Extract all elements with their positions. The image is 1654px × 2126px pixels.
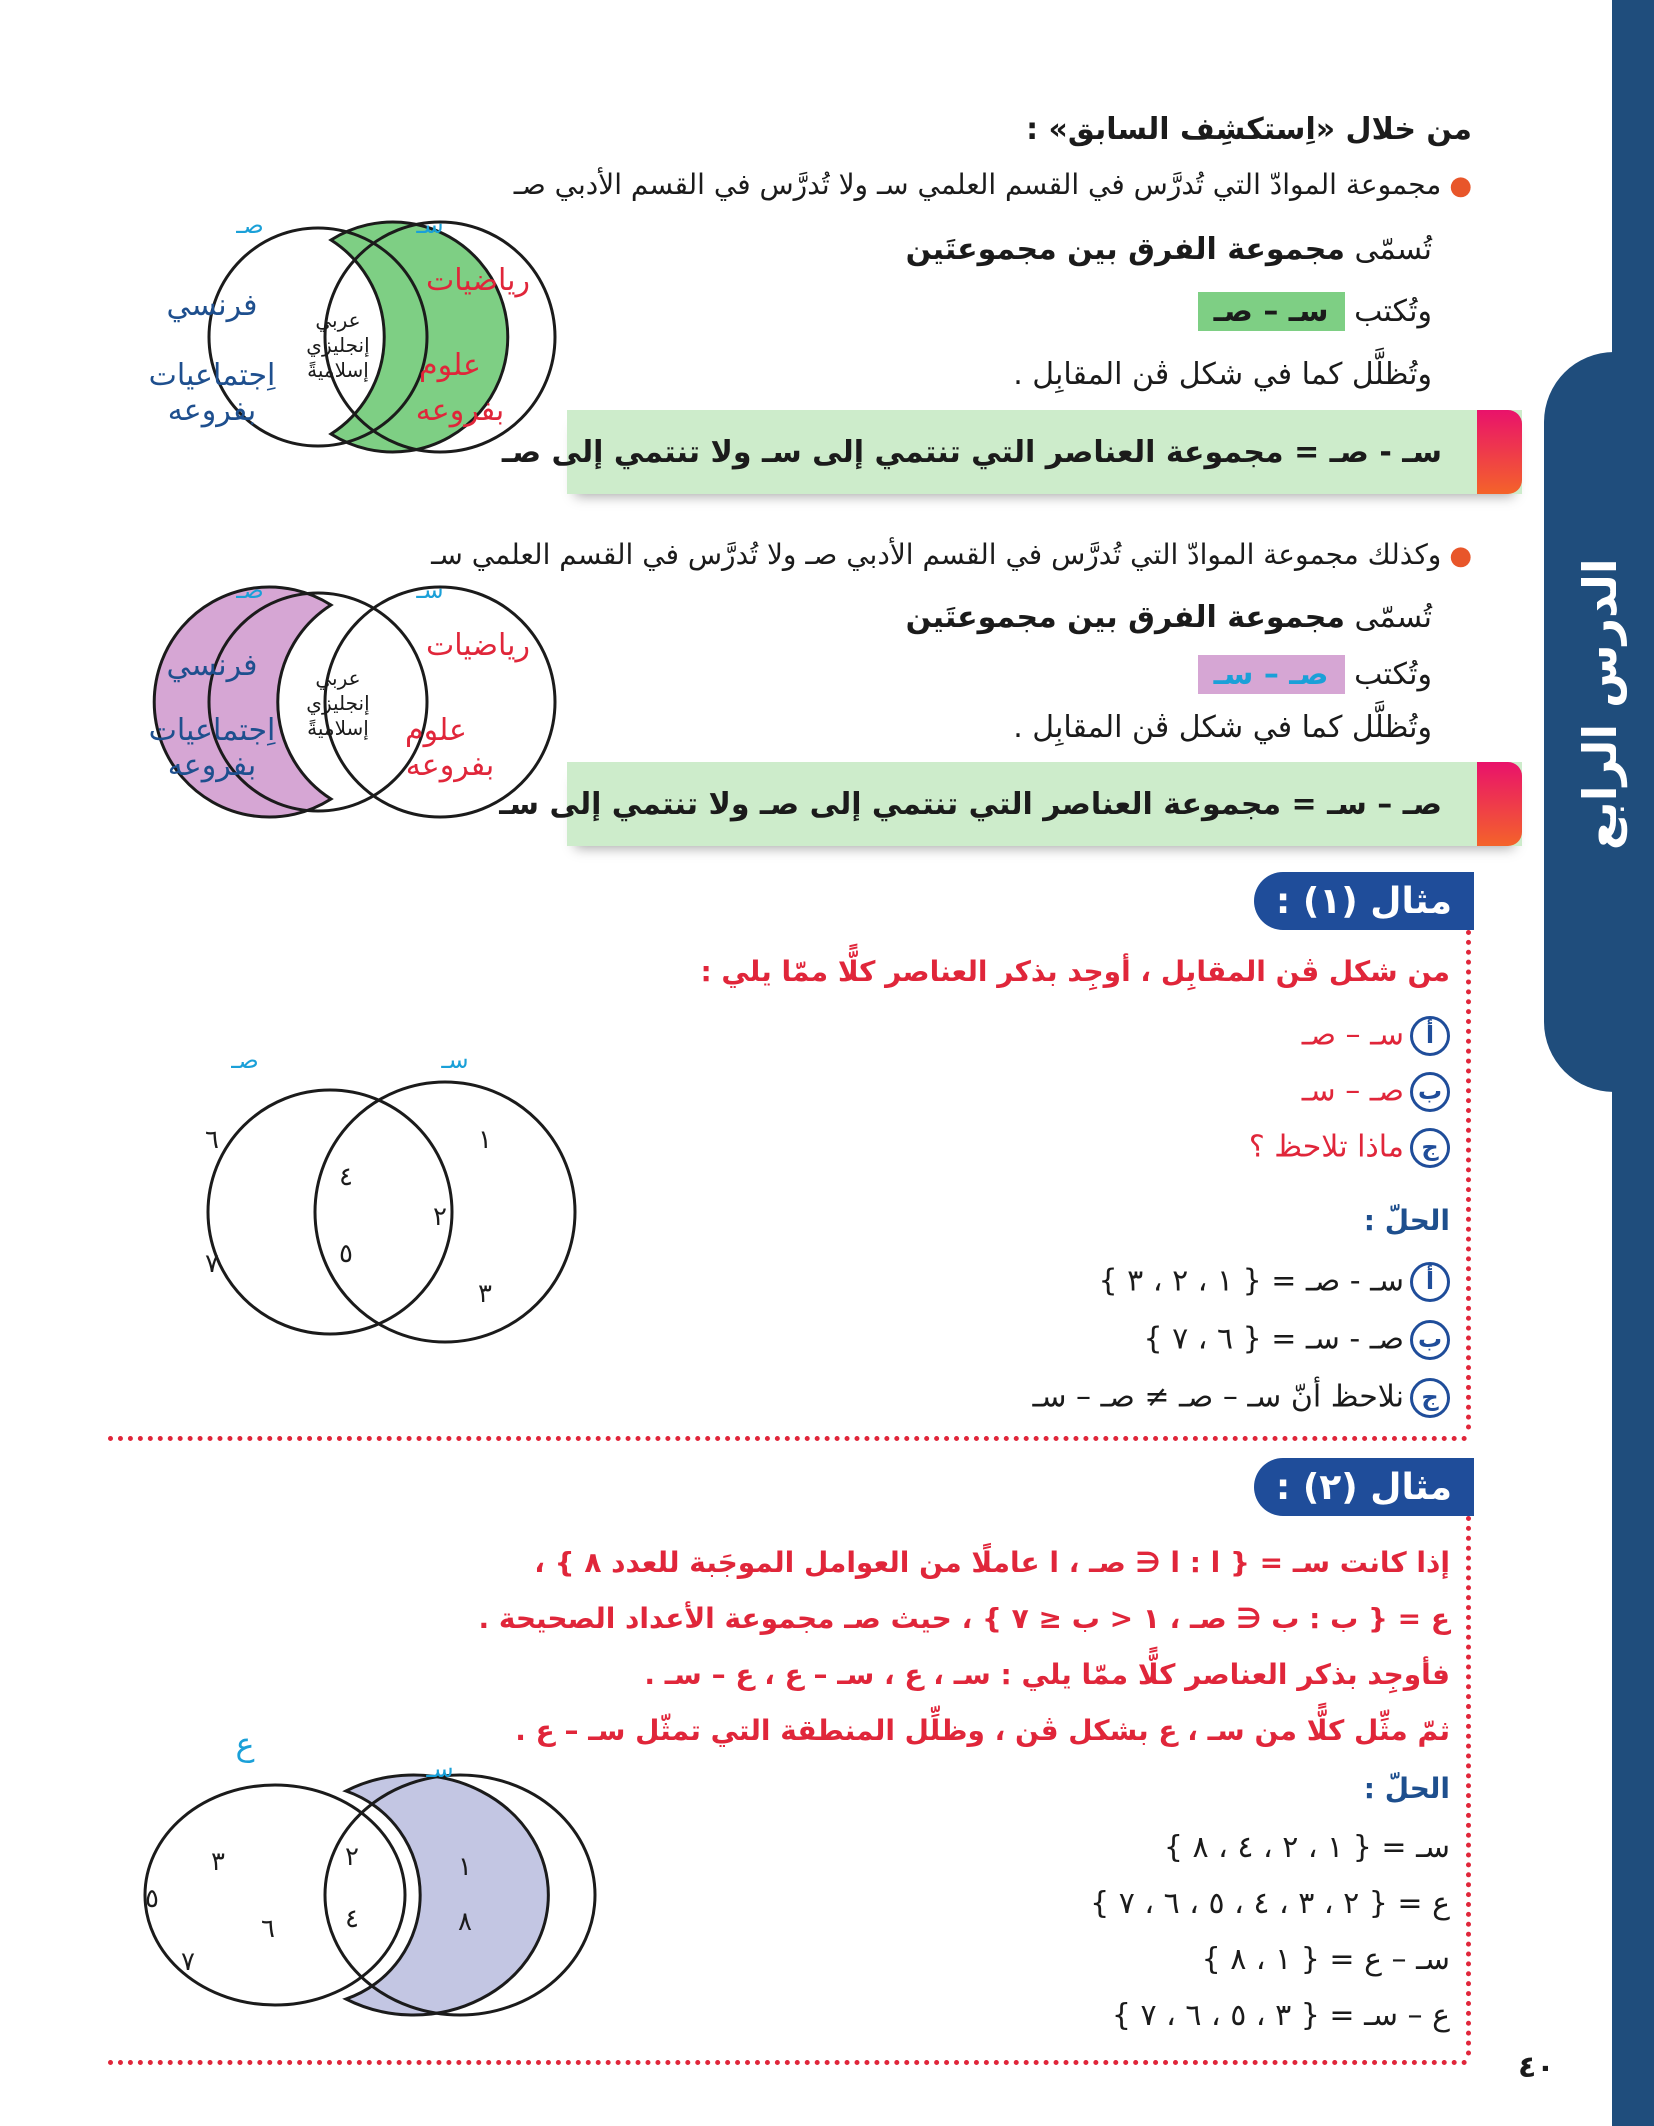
rule-accent [1477,762,1522,846]
example1-item-a: أسـ – صـ [1302,1016,1450,1056]
svg-text:بفروعه: بفروعه [405,748,495,783]
example1-item-c: جماذا تلاحظ ؟ [1249,1128,1450,1168]
svg-text:رياضيات: رياضيات [426,263,530,298]
svg-text:بفروعه: بفروعه [167,393,257,428]
svg-text:٨: ٨ [458,1907,472,1937]
section1-written: وتُكتب سـ – صـ [1198,292,1432,331]
example1-answer-a: أسـ - صـ = { ١ ، ٢ ، ٣ } [1099,1262,1450,1302]
lesson-side-tab-title: الدرس الرابع [1573,558,1627,850]
rule-accent [1477,410,1522,494]
example2-solution-label: الحلّ : [1363,1772,1450,1805]
svg-text:٣: ٣ [211,1847,225,1877]
svg-text:٦: ٦ [261,1914,275,1944]
svg-text:إنجليزي: إنجليزي [306,333,370,357]
section1-rule-box: سـ - صـ = مجموعة العناصر التي تنتمي إلى سـ ولا تنتمي إلى صـ [567,410,1522,494]
section1-bullet: ●مجموعة الموادّ التي تُدرَّس في القسم العلمي سـ ولا تُدرَّس في القسم الأدبي صـ [513,168,1472,201]
svg-text:بفروعه: بفروعه [167,748,257,783]
section2-bullet: ●وكذلك مجموعة الموادّ التي تُدرَّس في القسم الأدبي صـ ولا تُدرَّس في القسم العلمي سـ [431,538,1472,571]
example1-label: مثال (١) : [1254,872,1474,930]
page-number: ٤٠ [1518,2050,1555,2085]
svg-text:رياضيات: رياضيات [426,628,530,663]
section2-rule-box: صـ – سـ = مجموعة العناصر التي تنتمي إلى صـ ولا تنتمي إلى سـ [567,762,1522,846]
example1-item-b: بصـ – سـ [1302,1072,1450,1112]
svg-text:٧: ٧ [205,1249,219,1279]
example1-question: من شكل ڤن المقابِل ، أوجِد بذكر العناصر كلًّا ممّا يلي : [700,955,1450,988]
example1-frame-bottom [108,1436,1468,1441]
venn3-label-right: سـ [441,1046,469,1074]
svg-text:٥: ٥ [339,1239,353,1269]
venn-diagram-1 [100,215,580,465]
venn2-label-right: سـ [416,580,444,604]
intro-heading: من خلال «اِستكشِف السابق» : [1026,112,1472,147]
svg-text:٣: ٣ [478,1279,492,1309]
venn-diagram-3 [100,1040,580,1370]
svg-text:فرنسي: فرنسي [166,288,258,323]
section1-name: تُسمّى مجموعة الفرق بين مجموعتَين [905,232,1432,267]
example2-answer-4: ع – سـ = { ٣ ، ٥ ، ٦ ، ٧ } [1111,1998,1450,2033]
svg-text:١: ١ [478,1125,492,1155]
example1-answer-b: بصـ - سـ = { ٦ ، ٧ } [1143,1320,1450,1360]
svg-text:علوم: علوم [405,713,467,748]
svg-text:٤: ٤ [345,1904,359,1934]
svg-text:إنجليزي: إنجليزي [306,691,370,715]
example1-answer-c: جنلاحظ أنّ سـ – صـ ≠ صـ – سـ [1033,1378,1450,1418]
svg-text:٧: ٧ [181,1947,195,1977]
svg-text:٢: ٢ [433,1202,447,1232]
section1-shaded-note: وتُظلَّل كما في شكل ڤن المقابِل . [1013,357,1432,392]
set-difference-tag: صـ – سـ [1198,655,1345,694]
venn4-shaded-region [346,1775,548,2015]
example2-line-1: إذا كانت سـ = { ا : ا ∈ صـ ، ا عاملًا من العوامل الموجَبة للعدد ٨ } ، [534,1546,1450,1579]
venn2-label-left: صـ [236,580,264,604]
example2-line-3: فأوجِد بذكر العناصر كلًّا ممّا يلي : سـ ، ع ، سـ – ع ، ع – سـ . [644,1658,1450,1691]
svg-text:١: ١ [458,1852,472,1882]
svg-text:عربي: عربي [315,308,361,332]
svg-text:اِجتماعيات: اِجتماعيات [148,358,276,393]
section2-shaded-note: وتُظلَّل كما في شكل ڤن المقابِل . [1013,710,1432,745]
venn-diagram-4 [100,1725,600,2045]
example2-frame-right [1466,1516,1471,2056]
example2-answer-1: سـ = { ١ ، ٢ ، ٤ ، ٨ } [1163,1830,1450,1865]
svg-text:علوم: علوم [419,348,481,383]
svg-text:عربي: عربي [315,666,361,690]
svg-text:٥: ٥ [145,1884,159,1914]
example2-frame-bottom [108,2060,1468,2065]
example2-answer-3: سـ – ع = { ١ ، ٨ } [1201,1942,1450,1977]
svg-text:فرنسي: فرنسي [166,648,258,683]
example1-frame-right [1466,930,1471,1430]
svg-text:اِجتماعيات: اِجتماعيات [148,713,276,748]
venn1-label-right: سـ [416,215,444,239]
svg-text:بفروعه: بفروعه [415,393,505,428]
svg-text:٤: ٤ [339,1162,353,1192]
venn-diagram-2 [100,580,580,830]
svg-text:إسلاميةً: إسلاميةً [307,716,369,740]
venn3-label-left: صـ [231,1046,259,1074]
example1-solution-label: الحلّ : [1363,1204,1450,1237]
example2-answer-2: ع = { ٢ ، ٣ ، ٤ ، ٥ ، ٦ ، ٧ } [1090,1886,1450,1921]
venn4-label-left: ع [235,1725,255,1763]
example2-label: مثال (٢) : [1254,1458,1474,1516]
svg-text:إسلاميةً: إسلاميةً [307,358,369,382]
svg-text:٦: ٦ [205,1125,219,1155]
example2-line-2: ع = { ب : ب ∈ صـ ، ١ < ب ≤ ٧ } ، حيث صـ مجموعة الأعداد الصحيحة . [478,1602,1450,1635]
section2-name: تُسمّى مجموعة الفرق بين مجموعتَين [905,600,1432,635]
section2-written: وتُكتب صـ – سـ [1198,655,1432,694]
venn4-label-right: سـ [426,1755,454,1783]
svg-text:٢: ٢ [345,1842,359,1872]
set-difference-tag: سـ – صـ [1198,292,1345,331]
venn1-label-left: صـ [236,215,264,239]
example2-line-4: ثمّ مثِّل كلًّا من سـ ، ع بشكل ڤن ، وظلِّل المنطقة التي تمثّل سـ – ع . [515,1714,1450,1747]
